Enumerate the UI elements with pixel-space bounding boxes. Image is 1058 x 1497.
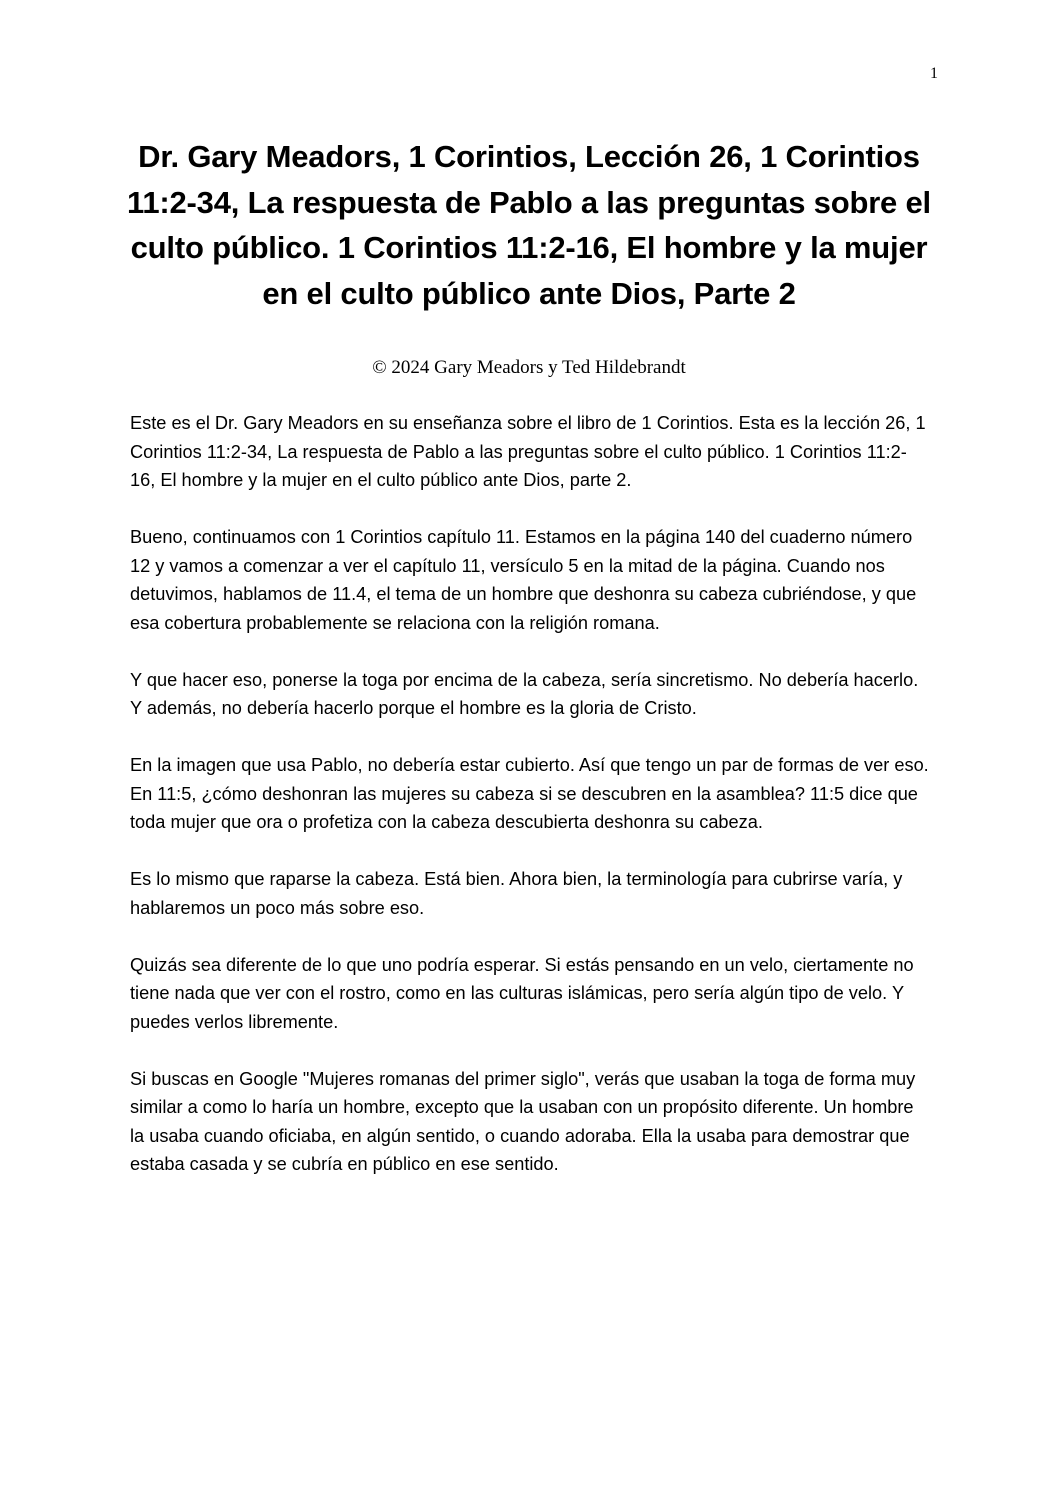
paragraph: Es lo mismo que raparse la cabeza. Está bien. Ahora bien, la terminología para cubrirse varía, y hablaremos un poco más sobre eso. — [130, 869, 903, 918]
paragraph: Quizás sea diferente de lo que uno podría esperar. Si estás pensando en un velo, ciertamente no tiene nada que ver con el rostro, como en las culturas islámicas, pero sería algún tipo de velo. Y puedes verlos libremente. — [130, 954, 914, 1032]
paragraph: Este es el Dr. Gary Meadors en su enseñanza sobre el libro de 1 Corintios. Esta es la lección 26, 1 Corintios 11:2-34, La respuesta de Pablo a las preguntas sobre el culto público. 1 Corintios 11:2-16, El hombre y la mujer en el culto público ante Dios, parte 2. — [130, 413, 926, 490]
paragraph: En la imagen que usa Pablo, no debería estar cubierto. Así que tengo un par de formas de ver eso. En 11:5, ¿cómo deshonran las mujeres su cabeza si se descubren en la asamblea? 11:5 dice que toda mujer que ora o profetiza con la cabeza descubierta deshonra su cabeza. — [130, 755, 929, 832]
paragraph: Si buscas en Google "Mujeres romanas del primer siglo", verás que usaban la toga de forma muy similar a como lo haría un hombre, excepto que la usaban con un propósito diferente. Un hombre la usaba cuando oficiaba, en algún sentido, o cuando adoraba. Ella la usaba para demostrar que estaba casada y se cubría en público en ese sentido. — [130, 1068, 916, 1174]
paragraph: Y que hacer eso, ponerse la toga por encima de la cabeza, sería sincretismo. No debería hacerlo. Y además, no debería hacerlo porque el hombre es la gloria de Cristo. — [130, 669, 919, 718]
document-title: Dr. Gary Meadors, 1 Corintios, Lección 26, 1 Corintios 11:2-34, La respuesta de Pablo a las preguntas sobre el culto público. 1 Corintios 11:2-16, El hombre y la mujer en el culto público ante Dios, Parte 2 — [127, 139, 931, 311]
page-number: 1 — [930, 65, 938, 82]
document-body — [130, 409, 930, 1207]
copyright-line: © 2024 Gary Meadors y Ted Hildebrandt — [372, 357, 686, 378]
paragraph: Bueno, continuamos con 1 Corintios capítulo 11. Estamos en la página 140 del cuaderno número 12 y vamos a comenzar a ver el capítulo 11, versículo 5 en la mitad de la página. Cuando nos detuvimos, hablamos de 11.4, el tema de un hombre que deshonra su cabeza cubriéndose, y que esa cobertura probablemente se relaciona con la religión romana. — [130, 527, 917, 633]
